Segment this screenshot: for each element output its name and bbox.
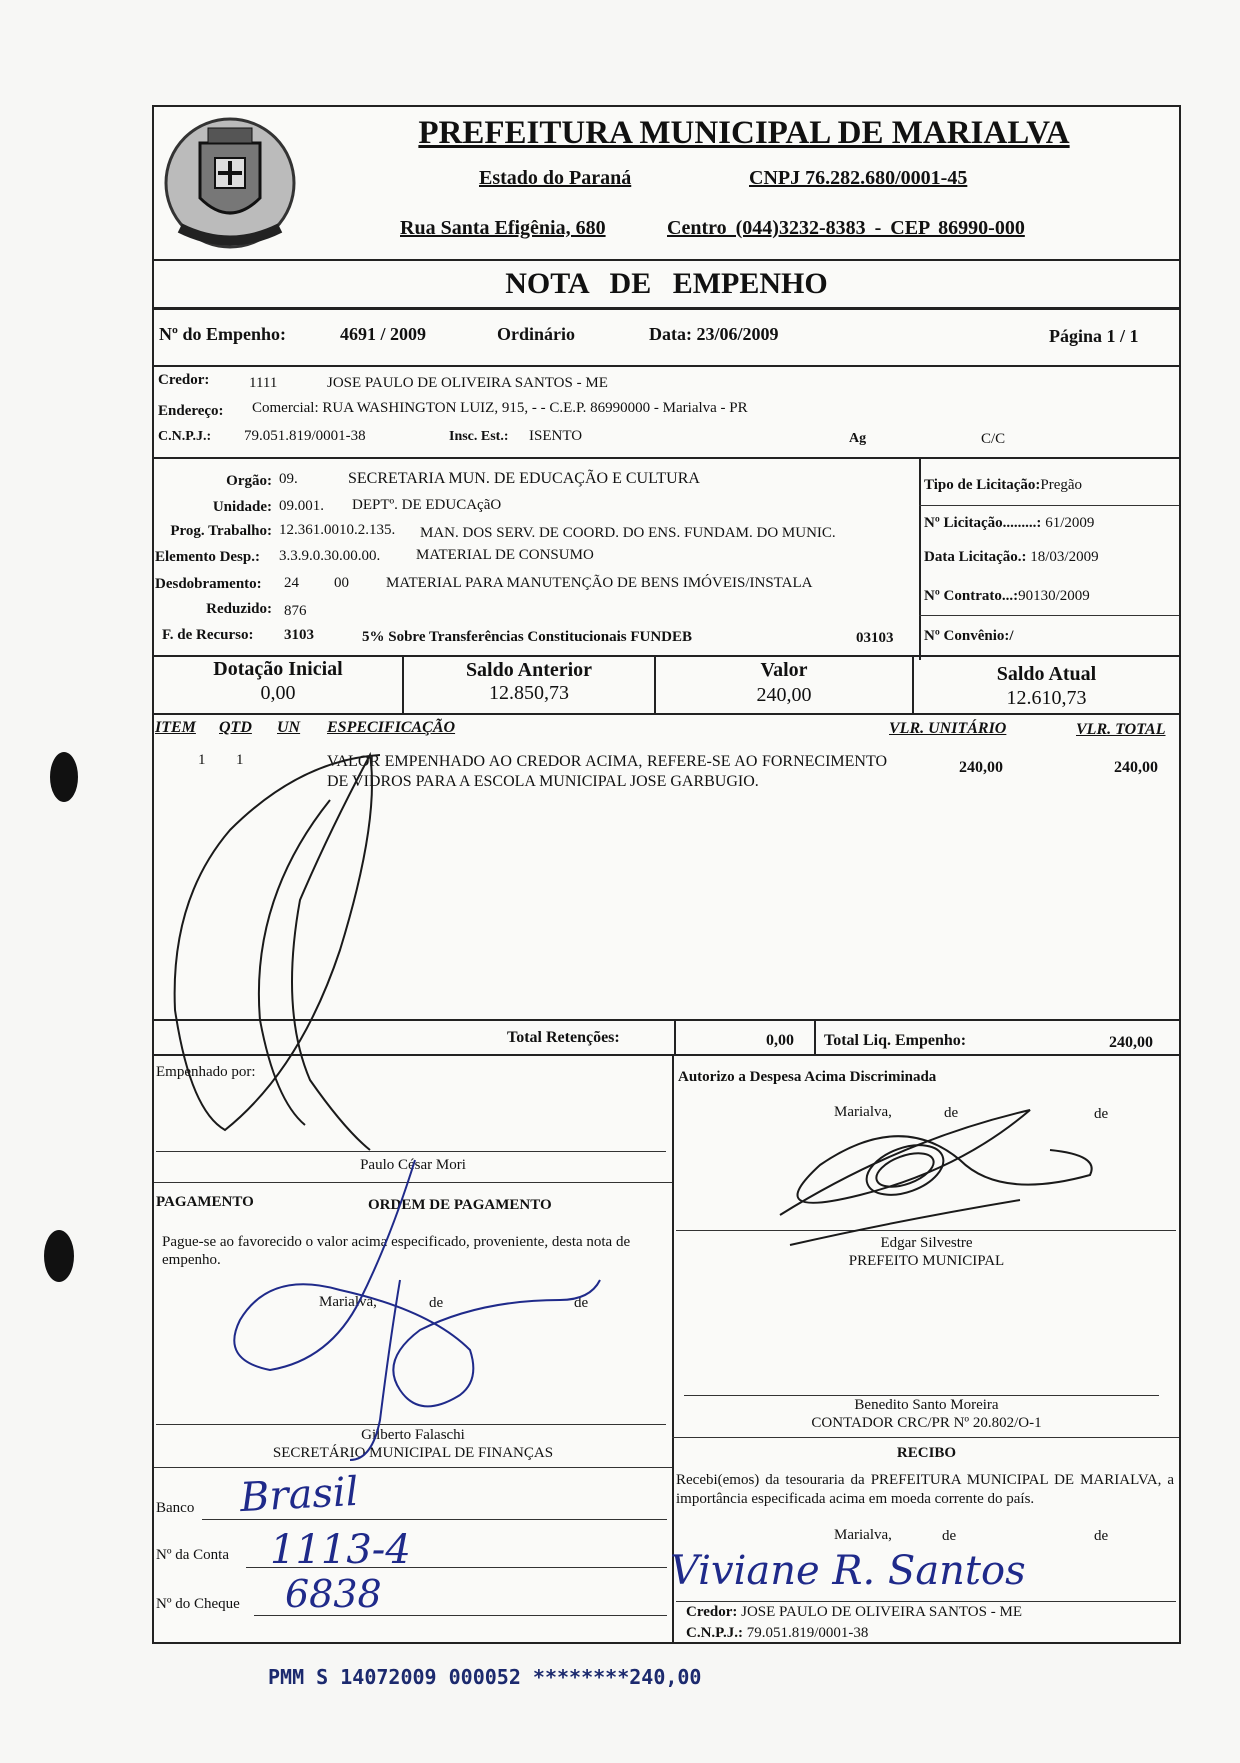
- unidade-label: Unidade:: [212, 499, 272, 515]
- licitacao-number: 61/2009: [1045, 515, 1095, 531]
- pagamento-de-1: de: [429, 1295, 444, 1311]
- item-total-value: 240,00: [1114, 759, 1158, 776]
- recibo-title: RECIBO: [896, 1445, 957, 1461]
- municipal-crest: [160, 113, 300, 253]
- recurso-name: 5% Sobre Transferências Constitucionais FUNDEB: [362, 629, 693, 645]
- licitacao-date-label: Data Licitação.:: [924, 549, 1027, 565]
- insc-value: ISENTO: [529, 428, 583, 444]
- conta-corrente-label: C/C: [981, 431, 1006, 447]
- pagamento-label: PAGAMENTO: [156, 1194, 254, 1210]
- ordem-pagamento-label: ORDEM DE PAGAMENTO: [368, 1197, 552, 1213]
- saldo-atual-value: 12.610,73: [1006, 687, 1087, 709]
- dotacao-inicial-label: Dotação Inicial: [213, 658, 343, 680]
- desdobramento-label: Desdobramento:: [155, 576, 262, 592]
- pagamento-de-2: de: [574, 1295, 589, 1311]
- empenho-date: Data: 23/06/2009: [649, 324, 779, 344]
- endereco-label: Endereço:: [158, 403, 224, 419]
- contador-name: Benedito Santo Moreira: [854, 1397, 999, 1413]
- col-un: UN: [277, 719, 301, 736]
- recibo-cnpj: 79.051.819/0001-38: [746, 1625, 869, 1641]
- nota-empenho-form: [152, 105, 1181, 1644]
- orgao-label: Orgão:: [226, 473, 272, 489]
- elemento-name: MATERIAL DE CONSUMO: [416, 547, 594, 563]
- empenhado-por-name: Paulo César Mori: [360, 1157, 466, 1173]
- recibo-credor-name: JOSE PAULO DE OLIVEIRA SANTOS - ME: [741, 1604, 1022, 1620]
- contrato-number: 90130/2009: [1018, 588, 1090, 604]
- autorizo-place: Marialva,: [834, 1104, 892, 1120]
- recibo-de-2: de: [1094, 1528, 1109, 1544]
- programa-label: Prog. Trabalho:: [170, 523, 272, 539]
- desdobramento-a: 24: [284, 575, 299, 591]
- desdobramento-name: MATERIAL PARA MANUTENÇÃO DE BENS IMÓVEIS/INSTALA: [386, 575, 813, 591]
- orgao-name: SECRETARIA MUN. DE EDUCAÇÃO E CULTURA: [348, 470, 700, 487]
- licitacao-date: 18/03/2009: [1030, 549, 1099, 565]
- prefeito-name: Edgar Silvestre: [880, 1235, 973, 1251]
- item-number: 1: [198, 752, 206, 768]
- header-state: Estado do Paraná: [479, 167, 632, 189]
- credor-address: Comercial: RUA WASHINGTON LUIZ, 915, - - C.E.P. 86990000 - Marialva - PR: [252, 400, 748, 416]
- recibo-credor-label: Credor:: [686, 1604, 738, 1620]
- empenho-number: 4691 / 2009: [340, 324, 427, 344]
- insc-label: Insc. Est.:: [449, 429, 509, 444]
- col-qtd: QTD: [219, 719, 252, 736]
- handwritten-credor-signature: Viviane R. Santos: [670, 1548, 1026, 1594]
- total-retencoes-value: 0,00: [766, 1032, 794, 1049]
- binder-hole: [50, 752, 78, 802]
- handwritten-conta: 1113-4: [270, 1527, 411, 1573]
- total-retencoes-label: Total Retenções:: [507, 1029, 620, 1046]
- header-title: PREFEITURA MUNICIPAL DE MARIALVA: [418, 115, 1070, 151]
- document-title: NOTA DE EMPENHO: [505, 267, 828, 300]
- recibo-place: Marialva,: [834, 1527, 892, 1543]
- conta-label: Nº da Conta: [156, 1547, 229, 1563]
- autorizo-de-2: de: [1094, 1106, 1109, 1122]
- reduzido-label: Reduzido:: [206, 601, 272, 617]
- contrato-label: Nº Contrato...:: [924, 588, 1019, 604]
- empenho-number-label: Nº do Empenho:: [159, 324, 286, 344]
- banco-label: Banco: [156, 1500, 195, 1516]
- recibo-de-1: de: [942, 1528, 957, 1544]
- elemento-code: 3.3.9.0.30.00.00.: [279, 548, 381, 564]
- cnpj-label: C.N.P.J.:: [158, 429, 212, 444]
- autorizo-label: Autorizo a Despesa Acima Discriminada: [678, 1069, 937, 1085]
- reduzido-value: 876: [284, 603, 307, 619]
- convenio-label: Nº Convênio:/: [924, 628, 1014, 644]
- handwritten-cheque: 6838: [285, 1572, 382, 1616]
- unidade-code: 09.001.: [279, 498, 324, 514]
- recibo-cnpj-label: C.N.P.J.:: [686, 1625, 743, 1641]
- credor-name: JOSE PAULO DE OLIVEIRA SANTOS - ME: [327, 375, 608, 391]
- total-liquido-value: 240,00: [1109, 1034, 1153, 1051]
- credor-code: 1111: [249, 375, 278, 391]
- total-liquido-label: Total Liq. Empenho:: [824, 1032, 967, 1049]
- dotacao-inicial-value: 0,00: [260, 682, 296, 704]
- header-cnpj: CNPJ 76.282.680/0001-45: [749, 167, 968, 189]
- pagamento-text: Pague-se ao favorecido o valor acima especificado, proveniente, desta nota de empenho.: [162, 1234, 631, 1268]
- cheque-label: Nº do Cheque: [156, 1596, 240, 1612]
- orgao-code: 09.: [279, 471, 298, 487]
- saldo-anterior-value: 12.850,73: [489, 682, 569, 704]
- desdobramento-b: 00: [334, 575, 349, 591]
- saldo-anterior-label: Saldo Anterior: [465, 659, 593, 681]
- header-street: Rua Santa Efigênia, 680: [400, 217, 606, 239]
- tipo-licitacao-value: Pregão: [1040, 477, 1083, 493]
- recurso-code: 3103: [284, 627, 314, 643]
- binder-hole: [44, 1230, 74, 1282]
- col-item: ITEM: [155, 719, 196, 736]
- header-address: Centro (044)3232-8383 - CEP 86990-000: [667, 217, 1025, 239]
- page-number: Página 1 / 1: [1049, 326, 1139, 346]
- licitacao-number-label: Nº Licitação.........:: [924, 515, 1042, 531]
- tipo-licitacao-label: Tipo de Licitação:: [924, 477, 1041, 493]
- payment-stamp: PMM S 14072009 000052 ********240,00: [268, 1665, 702, 1689]
- prefeito-role: PREFEITO MUNICIPAL: [848, 1253, 1005, 1269]
- valor-label: Valor: [760, 659, 808, 681]
- secretario-name: Gilberto Falaschi: [361, 1427, 465, 1443]
- item-specification: VALOR EMPENHADO AO CREDOR ACIMA, REFERE-SE AO FORNECIMENTO DE VIDROS PARA A ESCOLA MUNICIPAL JOSE GARBUGIO.: [327, 753, 887, 790]
- contador-role: CONTADOR CRC/PR Nº 20.802/O-1: [811, 1415, 1042, 1431]
- credor-label: Credor:: [158, 372, 210, 388]
- empenhado-por-label: Empenhado por:: [156, 1064, 256, 1080]
- programa-code: 12.361.0010.2.135.: [279, 522, 396, 538]
- valor-value: 240,00: [756, 684, 812, 706]
- elemento-label: Elemento Desp.:: [155, 549, 260, 565]
- pagamento-place: Marialva,: [319, 1294, 377, 1310]
- item-unit-value: 240,00: [959, 759, 1003, 776]
- handwritten-banco: Brasil: [238, 1468, 360, 1522]
- saldo-atual-label: Saldo Atual: [996, 663, 1097, 685]
- col-valor-unitario: VLR. UNITÁRIO: [889, 720, 1007, 737]
- col-valor-total: VLR. TOTAL: [1076, 721, 1166, 738]
- agencia-label: Ag: [849, 431, 867, 446]
- autorizo-de-1: de: [944, 1105, 959, 1121]
- credor-cnpj: 79.051.819/0001-38: [244, 428, 366, 444]
- recurso-label: F. de Recurso:: [162, 627, 254, 643]
- secretario-role: SECRETÁRIO MUNICIPAL DE FINANÇAS: [272, 1445, 554, 1461]
- programa-name: MAN. DOS SERV. DE COORD. DO ENS. FUNDAM. DO MUNIC.: [420, 525, 836, 541]
- item-quantity: 1: [236, 752, 244, 768]
- recibo-text: Recebi(emos) da tesouraria da PREFEITURA MUNICIPAL DE MARIALVA, a importância especificada acima em moeda corrente do país.: [676, 1472, 1174, 1507]
- unidade-name: DEPTº. DE EDUCAçãO: [352, 497, 502, 513]
- col-especificacao: ESPECIFICAÇÃO: [327, 719, 456, 736]
- recurso-number: 03103: [856, 630, 894, 646]
- empenho-type: Ordinário: [497, 324, 576, 344]
